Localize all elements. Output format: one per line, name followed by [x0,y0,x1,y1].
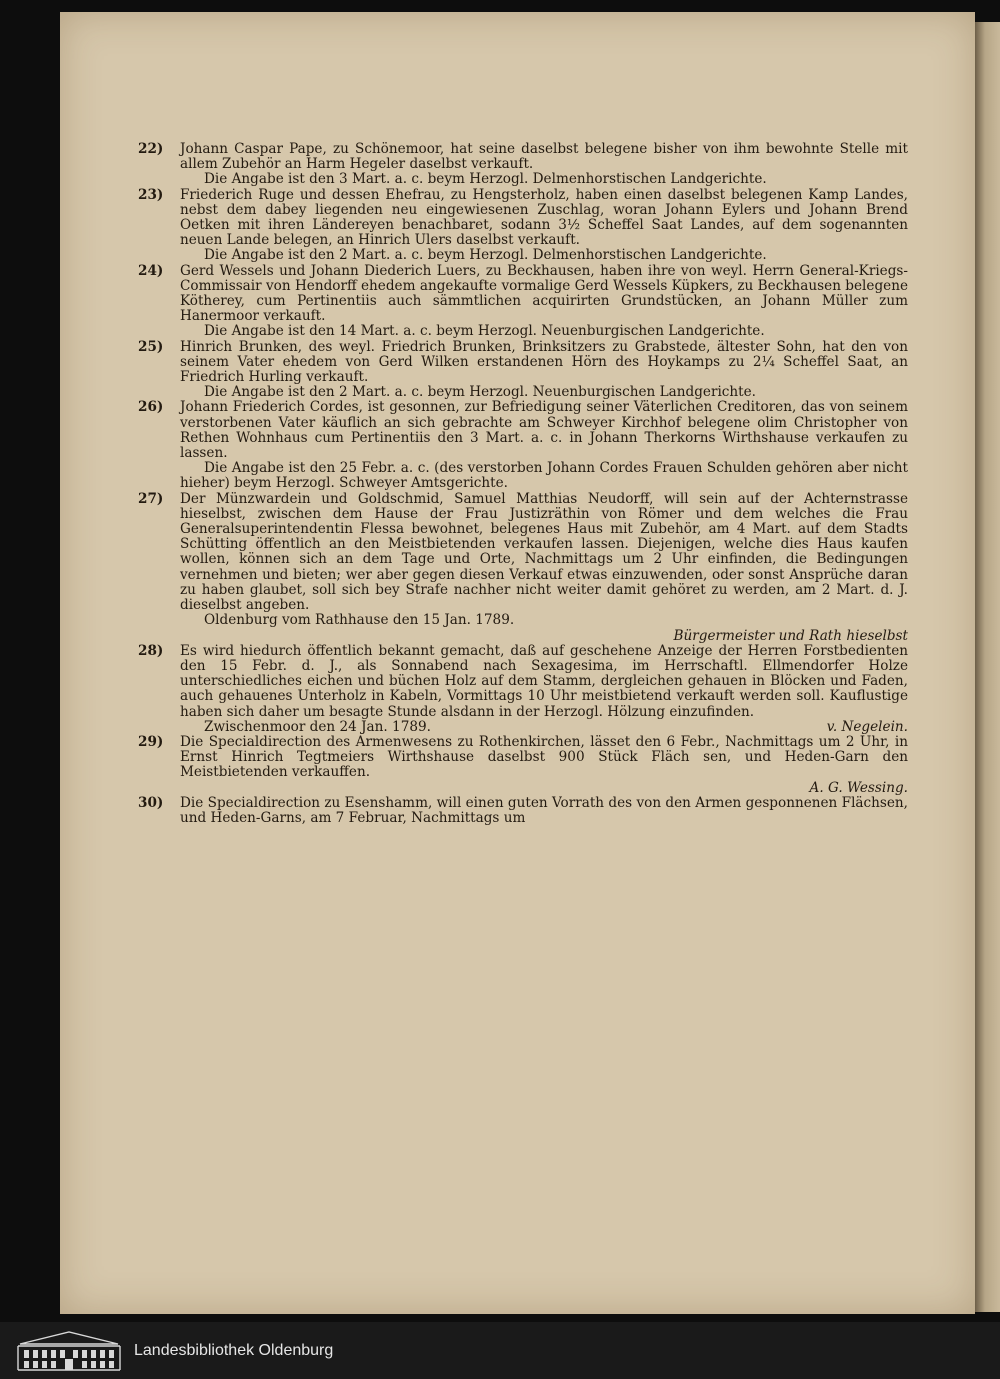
entry-note: Die Angabe ist den 2 Mart. a. c. beym Herzogl. Neuenburgischen Landgerichte. [204,384,757,401]
viewer-footer [0,1322,1000,1379]
entry-text: Hinrich Brunken, des weyl. Friedrich Brunken, Brinksitzers zu Grabstede, ältester Sohn, hat den von seinem Vater ehedem von Gerd Wilken erstandenen Hörn des Hoykamps zu 2¼ Scheffel Saat, an Friedrich Hurling verkauft. [180,338,908,386]
entry-note: Die Angabe ist den 2 Mart. a. c. beym Herzogl. Delmenhorstischen Landgerichte. [204,247,767,264]
entry-26 [138,400,908,491]
entry-number: 22) [138,141,164,157]
entry-24 [138,264,908,340]
entry-signature: v. Negelein. [826,718,908,735]
entry-number: 25) [138,338,164,355]
entry-note: Die Angabe ist den 14 Mart. a. c. beym Herzogl. Neuenburgischen Landgerichte. [204,323,765,340]
entry-number: 29) [138,733,164,750]
entry-text: Es wird hiedurch öffentlich bekannt gemacht, daß auf geschehene Anzeige der Herren Forstbedienten den 15 Febr. d. J., als Sonnabend nach Sexagesima, im Herrschaftl. Ellmendorfer Holze unterschiedliches eichen und büchen Holz auf dem Stamm, dergleichen gehauen in Blöcken und Faden, auch gehauenes Unterholz in Kabeln, Vormittags 10 Uhr meistbietend verkauft werden soll. Kauflustige haben sich daher um besagte Stunde alsdann in der Herzogl. Hölzung einzufinden. [180,642,908,720]
entry-signature: Bürgermeister und Rath hieselbst [673,627,908,644]
library-building-icon [14,1330,124,1372]
entry-number: 23) [138,186,164,203]
entry-22 [138,142,908,188]
entry-note: Die Angabe ist den 25 Febr. a. c. (des verstorben Johann Cordes Frauen Schulden gehören aber nicht hieher) beym Herzogl. Schweyer Amtsgerichte. [180,460,908,492]
entry-number: 30) [138,794,164,811]
entry-28 [138,644,908,735]
entry-signature: A. G. Wessing. [809,779,908,796]
entry-text: Der Münzwardein und Goldschmid, Samuel Matthias Neudorff, will sein auf der Achternstrasse hieselbst, zwischen dem Hause der Frau Justizräthin von Römer und dem welches die Frau Generalsuperintendentin Flessa bewohnet, belegenes Haus mit Zubehör, am 4 Mart. auf dem Stadts Schütting öffentlich an den Meistbietenden verkaufen lassen. Diejenigen, welche dies Haus kaufen wollen, können sich an dem Tage und Orte, Nachmittags um 2 Uhr einfinden, die Bedingungen vernehmen und bieten; wer aber gegen diesen Verkauf etwas einzuwenden, oder sonst Ansprüche daran zu haben glaubet, soll sich bey Strafe nachher nicht weiter damit gehöret zu werden, am 2 Mart. d. J. dieselbst angeben. [180,490,908,614]
entry-note: Die Angabe ist den 3 Mart. a. c. beym Herzogl. Delmenhorstischen Landgerichte. [204,171,767,188]
entry-number: 26) [138,399,164,416]
entry-number: 24) [138,262,164,279]
entry-text: Die Specialdirection zu Esenshamm, will einen guten Vorrath des von den Armen gesponnenen Flächsen, und Heden-Garns, am 7 Februar, Nachmittags um [180,794,908,826]
entry-23 [138,188,908,264]
entry-text: Johann Friederich Cordes, ist gesonnen, zur Befriedigung seiner Väterlichen Creditoren, das von seinem verstorbenen Vater käuflich an sich gebrachte am Schweyer Kirchhof belegene olim Christopher von Rethen Wohnhaus cum Pertinentiis den 3 Mart. a. c. in Johann Therkorns Wirthshause verkaufen zu lassen. [180,399,908,462]
entry-place-date: Oldenburg vom Rathhause den 15 Jan. 1789. [204,612,515,629]
entry-30 [138,796,908,826]
entry-25 [138,340,908,401]
entry-27 [138,492,908,644]
entry-number: 28) [138,642,164,659]
entry-number: 27) [138,490,164,507]
entry-text: Gerd Wessels und Johann Diederich Luers, zu Beckhausen, haben ihre von weyl. Herrn General-Kriegs-Commissair von Hendorff ehedem angekaufte vormalige Gerd Wessels Küpkers, zu Beckhausen belegene Kötherey, cum Pertinentiis auch sämmtlichen acquirirten Grundstücken, an Johann Müller zum Hanermoor verkauft. [180,262,908,325]
entry-29 [138,735,908,796]
entry-text: Johann Caspar Pape, zu Schönemoor, hat seine daselbst belegene bisher von ihm bewohnte Stelle mit allem Zubehör an Harm Hegeler daselbst verkauft. [180,141,908,173]
entry-text: Die Specialdirection des Armenwesens zu Rothenkirchen, lässet den 6 Febr., Nachmittags um 2 Uhr, in Ernst Hinrich Tegtmeiers Wirthshause daselbst 900 Stück Fläch sen, und Heden-Garn den Meistbietenden verkauffen. [180,733,908,781]
library-name[interactable]: Landesbibliothek Oldenburg [134,1342,334,1359]
page-content [138,142,908,826]
entry-footer-line [180,720,908,735]
entry-text: Friederich Ruge und dessen Ehefrau, zu Hengsterholz, haben einen daselbst belegenen Kamp Landes, nebst dem dabey liegenden neu eingewiesenen Zuschlag, woran Johann Eylers und Johann Brend Oetken mit ihren Ländereyen benachbaret, sodann 3½ Scheffel Saat Landes, auf dem sogenannten neuen Lande belegen, an Hinrich Ulers daselbst verkauft. [180,186,908,249]
book-gutter [975,22,1000,1312]
entry-place-date: Zwischenmoor den 24 Jan. 1789. [204,718,431,735]
